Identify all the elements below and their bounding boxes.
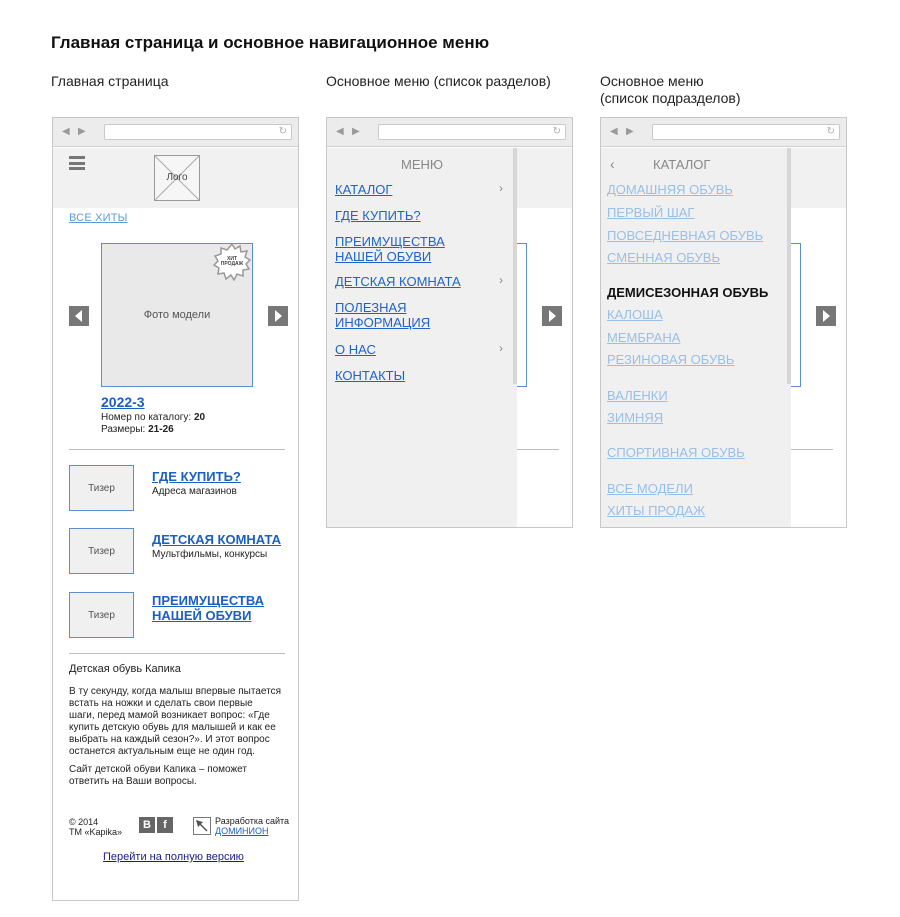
vk-icon[interactable]: В xyxy=(139,817,155,833)
back-icon[interactable]: ◀ xyxy=(62,126,70,137)
background-next-button xyxy=(542,306,562,326)
teaser-label: Тизер xyxy=(88,610,115,621)
arrow-cursor-icon xyxy=(194,818,210,834)
teaser-image[interactable] xyxy=(69,592,134,638)
chevron-left-icon[interactable]: ‹ xyxy=(610,156,615,172)
background-divider xyxy=(791,449,833,450)
divider xyxy=(69,449,285,450)
url-bar[interactable] xyxy=(378,124,566,140)
logo-label: Лого xyxy=(166,172,188,183)
submenu-wireframe xyxy=(600,117,847,528)
menu-item-advantages[interactable]: ПРЕИМУЩЕСТВА НАШЕЙ ОБУВИ xyxy=(335,234,445,264)
menu-item-useful-info[interactable]: ПОЛЕЗНАЯ ИНФОРМАЦИЯ xyxy=(335,300,431,330)
submenu-item[interactable]: ПЕРВЫЙ ШАГ xyxy=(607,205,695,220)
slider-prev-button[interactable] xyxy=(69,306,89,326)
model-link[interactable]: 2022-3 xyxy=(101,394,145,410)
sizes-label: Размеры: xyxy=(101,424,149,435)
photo-label: Фото модели xyxy=(143,309,211,321)
submenu-header: КАТАЛОГ xyxy=(653,157,711,172)
menu-scrollbar[interactable] xyxy=(513,148,517,384)
sizes xyxy=(101,424,174,436)
url-bar[interactable] xyxy=(104,124,292,140)
about-title: Детская обувь Капика xyxy=(69,663,181,675)
reload-icon[interactable]: ↻ xyxy=(278,126,287,137)
menu-item-kids-room[interactable]: ДЕТСКАЯ КОМНАТА xyxy=(335,274,461,289)
chevron-right-icon[interactable]: › xyxy=(499,181,503,195)
submenu-item[interactable]: КАЛОША xyxy=(607,307,663,322)
menu-panel xyxy=(327,148,517,527)
background-header xyxy=(791,148,846,208)
menu-header: МЕНЮ xyxy=(401,157,444,172)
menu-item-contacts[interactable]: КОНТАКТЫ xyxy=(335,368,406,383)
catalog-number-label: Номер по каталогу: xyxy=(101,412,194,423)
menu-item-catalog[interactable]: КАТАЛОГ xyxy=(335,182,393,197)
catalog-number-value: 20 xyxy=(194,412,206,423)
about-paragraph-1: В ту секунду, когда малыш впервые пытается встать на ножки и сделать свои первые шаги, перед мамой возникает вопрос: «Где купить детскую обувь для малышей и как ее выбрать на каждый сезон?». И этот вопрос останется актуальным еще не один год. xyxy=(69,686,281,757)
teaser-label: Тизер xyxy=(88,483,115,494)
submenu-item[interactable]: ХИТЫ ПРОДАЖ xyxy=(607,503,706,518)
menu-wireframe xyxy=(326,117,573,528)
chevron-right-icon xyxy=(816,306,836,326)
caption-submenu-line1: Основное меню xyxy=(600,73,704,89)
submenu-item[interactable]: ВАЛЕНКИ xyxy=(607,388,668,403)
sizes-value: 21-26 xyxy=(148,424,174,435)
forward-icon[interactable]: ▶ xyxy=(626,126,634,137)
teaser-image[interactable] xyxy=(69,465,134,511)
reload-icon[interactable]: ↻ xyxy=(552,126,561,137)
submenu-item[interactable]: ВСЕ МОДЕЛИ xyxy=(607,481,693,496)
forward-icon[interactable]: ▶ xyxy=(78,126,86,137)
submenu-item[interactable]: ЗИМНЯЯ xyxy=(607,410,664,425)
menu-item-about[interactable]: О НАС xyxy=(335,342,376,357)
menu-item-where-to-buy[interactable]: ГДЕ КУПИТЬ? xyxy=(335,208,421,223)
chevron-right-icon xyxy=(268,306,288,326)
url-bar[interactable] xyxy=(652,124,840,140)
submenu-scrollbar[interactable] xyxy=(787,148,791,384)
all-hits-link[interactable]: ВСЕ ХИТЫ xyxy=(69,212,128,224)
teaser-title-where-to-buy[interactable]: ГДЕ КУПИТЬ? xyxy=(152,469,241,484)
about-paragraph-2: Сайт детской обуви Капика – поможет ответить на Ваши вопросы. xyxy=(69,764,247,787)
catalog-number xyxy=(101,412,205,424)
copyright-tm: ТМ «Kapika» xyxy=(69,827,123,837)
copyright-year: © 2014 xyxy=(69,817,99,827)
submenu-item[interactable]: СМЕННАЯ ОБУВЬ xyxy=(607,250,720,265)
hamburger-menu-icon[interactable] xyxy=(69,156,85,170)
facebook-icon[interactable]: f xyxy=(157,817,173,833)
submenu-item[interactable]: ДОМАШНЯЯ ОБУВЬ xyxy=(607,182,733,197)
back-icon[interactable]: ◀ xyxy=(336,126,344,137)
chevron-right-icon xyxy=(542,306,562,326)
submenu-item[interactable]: МЕМБРАНА xyxy=(607,330,681,345)
background-divider xyxy=(517,449,559,450)
browser-chrome xyxy=(601,118,846,147)
background-photo-edge xyxy=(517,243,527,387)
background-photo-edge xyxy=(791,243,801,387)
submenu-item-active[interactable]: ДЕМИСЕЗОННАЯ ОБУВЬ xyxy=(607,285,769,300)
page-title: Главная страница и основное навигационное меню xyxy=(51,33,490,52)
teaser-subtitle: Мультфильмы, конкурсы xyxy=(152,549,268,560)
chevron-right-icon[interactable]: › xyxy=(499,273,503,287)
chevron-right-icon[interactable]: › xyxy=(499,341,503,355)
submenu-item[interactable]: РЕЗИНОВАЯ ОБУВЬ xyxy=(607,352,735,367)
logo-placeholder[interactable] xyxy=(154,155,200,201)
full-version-link[interactable]: Перейти на полную версию xyxy=(103,851,244,863)
teaser-title-kids-room[interactable]: ДЕТСКАЯ КОМНАТА xyxy=(152,532,282,547)
hit-badge xyxy=(213,243,251,281)
background-next-button xyxy=(816,306,836,326)
teaser-subtitle: Адреса магазинов xyxy=(152,486,237,497)
forward-icon[interactable]: ▶ xyxy=(352,126,360,137)
chevron-left-icon xyxy=(69,306,89,326)
caption-submenu-line2: (список подразделов) xyxy=(600,90,741,106)
browser-chrome xyxy=(53,118,298,147)
developer-link[interactable]: ДОМИНИОН xyxy=(215,826,269,836)
badge-label: ХИТ ПРОДАЖ xyxy=(220,256,244,267)
caption-home: Главная страница xyxy=(51,73,169,89)
teaser-title-advantages[interactable]: ПРЕИМУЩЕСТВА НАШЕЙ ОБУВИ xyxy=(152,593,264,623)
browser-chrome xyxy=(327,118,572,147)
background-header xyxy=(517,148,572,208)
submenu-item[interactable]: ПОВСЕДНЕВНАЯ ОБУВЬ xyxy=(607,228,764,243)
back-icon[interactable]: ◀ xyxy=(610,126,618,137)
reload-icon[interactable]: ↻ xyxy=(826,126,835,137)
divider xyxy=(69,653,285,654)
home-wireframe xyxy=(52,117,299,901)
teaser-label: Тизер xyxy=(88,546,115,557)
teaser-image[interactable] xyxy=(69,528,134,574)
caption-menu: Основное меню (список разделов) xyxy=(326,73,551,89)
developer-logo-icon xyxy=(193,817,211,835)
developer-text: Разработка сайта xyxy=(215,816,290,826)
submenu-item[interactable]: СПОРТИВНАЯ ОБУВЬ xyxy=(607,445,745,460)
slider-next-button[interactable] xyxy=(268,306,288,326)
